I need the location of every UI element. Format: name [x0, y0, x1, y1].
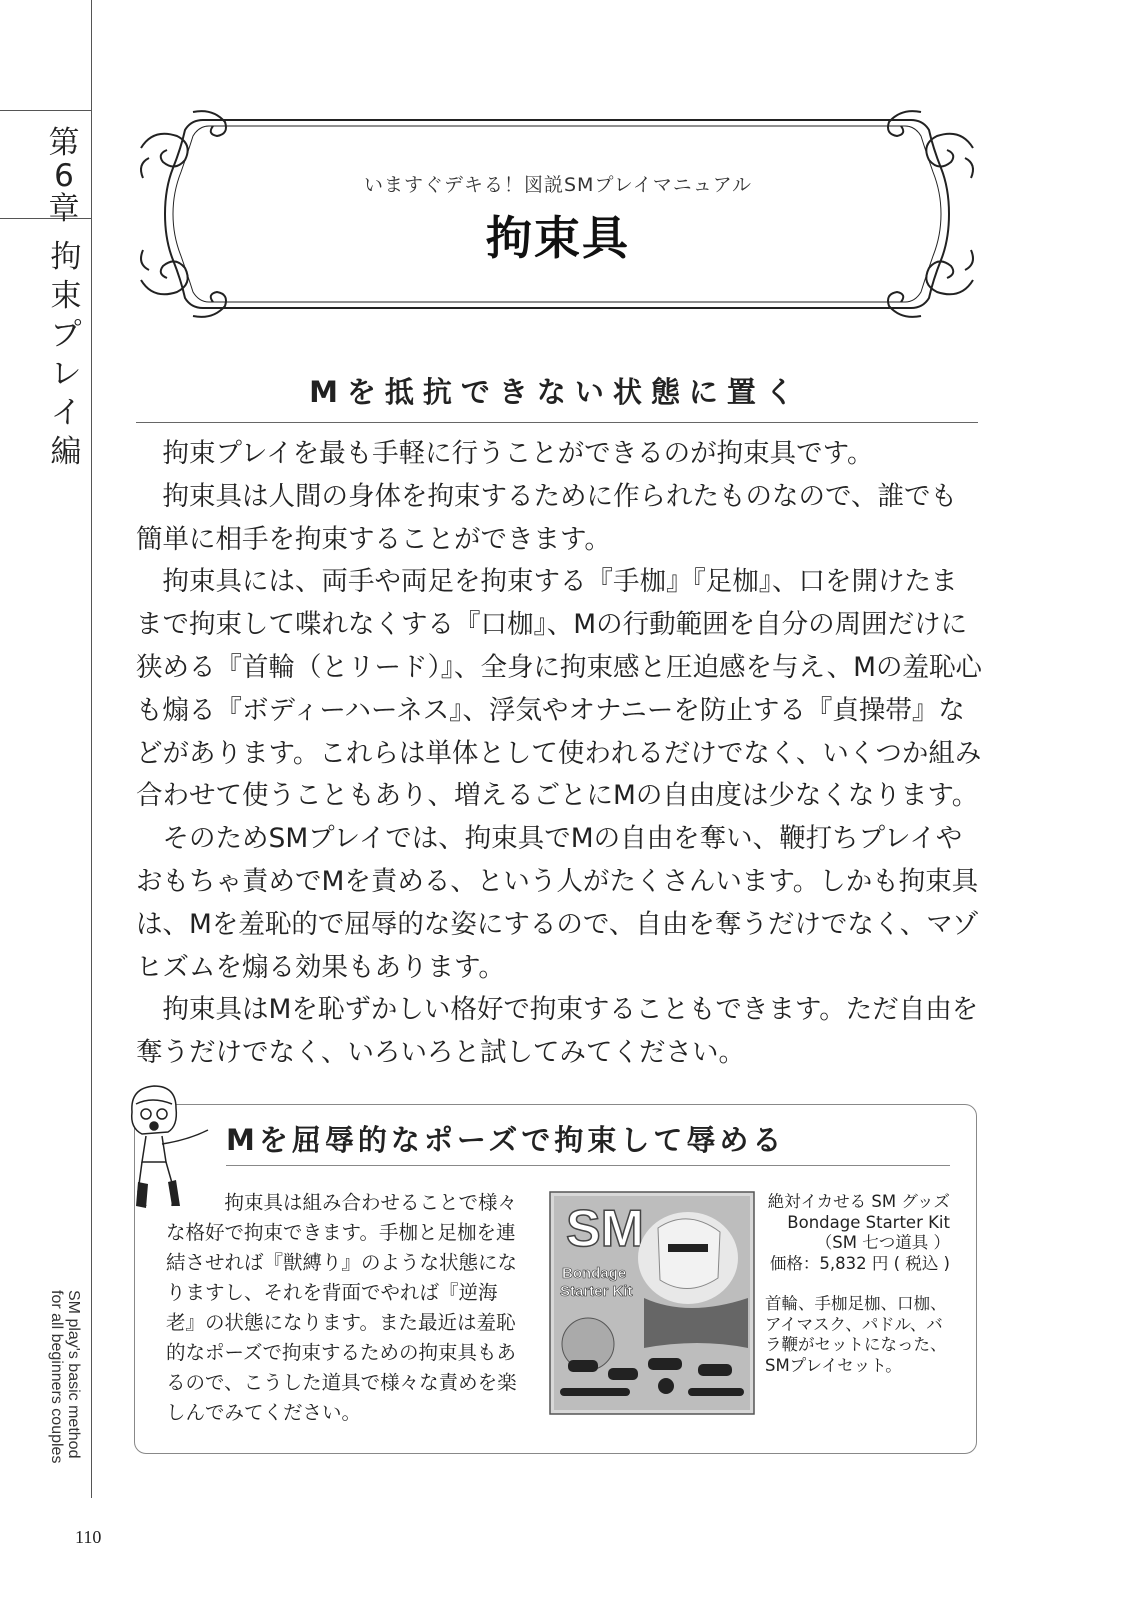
product-description: 首輪、手枷足枷、口枷、アイマスク、パドル、バラ鞭がセットになった、SMプレイセット。 [765, 1294, 947, 1375]
paragraph: 拘束具は人間の身体を拘束するために作られたものなので、誰でも簡単に相手を拘束することができます。 [136, 480, 957, 555]
section-heading: Mを抵抗できない状態に置く [309, 375, 803, 409]
rail-divider-top [0, 110, 91, 111]
package-sub1: Bondage [562, 1265, 627, 1282]
product-line3: （SM 七つ道具 ） [815, 1233, 950, 1252]
heading-underline [136, 422, 978, 423]
tip-box-title: Mを屈辱的なポーズで拘束して辱める [226, 1123, 786, 1157]
body-text [136, 433, 982, 1075]
product-line2: Bondage Starter Kit [787, 1212, 950, 1232]
product-caption [740, 1192, 950, 1274]
tip-box-text: 拘束具は組み合わせることで様々な格好で拘束できます。手枷と足枷を連結させれば『獣縛り』のような状態になりますし、それを背面でやれば『逆海老』の状態になります。また最近は羞恥的なポーズで拘束するための拘束具もあるので、こうした道具で様々な責めを楽しんでみてください。 [166, 1191, 518, 1424]
book-series-subtitle: いますぐデキる！図説SMプレイマニュアル [364, 174, 752, 196]
margin-rail-line [91, 0, 92, 1498]
package-sub2: Starter Kit [560, 1283, 633, 1300]
product-line1: 絶対イカせる SM グッズ [767, 1192, 950, 1211]
paragraph: 拘束具はMを恥ずかしい格好で拘束することもできます。ただ自由を奪うだけでなく、いろいろと試してみてください。 [136, 994, 979, 1069]
package-logo: SM [566, 1200, 644, 1258]
paragraph: 拘束プレイを最も手軽に行うことができるのが拘束具です。 [162, 438, 874, 469]
tip-box-title-rule [226, 1165, 950, 1166]
book-subtitle-english: SM play's basic method for all beginners couples [48, 1290, 82, 1464]
page-number: 110 [75, 1527, 102, 1547]
product-price: 価格：5,832 円 ( 税込 ) [769, 1253, 950, 1273]
section-label-vertical: 拘 束 プ レ イ 編 [50, 239, 82, 470]
product-package-image [548, 1188, 756, 1416]
page-title: 拘束具 [486, 211, 630, 265]
chapter-label: 第6章 [48, 125, 80, 227]
paragraph: そのためSMプレイでは、拘束具でMの自由を奪い、鞭打ちプレイやおもちゃ責めでMを責める、という人がたくさんいます。しかも拘束具は、Mを羞恥的で屈辱的な姿にするので、自由を奪うだけでなく、マゾヒズムを煽る効果もあります。 [136, 823, 979, 983]
paragraph: 拘束具には、両手や両足を拘束する『手枷』『足枷』、口を開けたままで拘束して喋れなくする『口枷』、Mの行動範囲を自分の周囲だけに狭める『首輪（とリード）』、全身に拘束感と圧迫感を与え、Mの羞恥心も煽る『ボディーハーネス』、浮気やオナニーを防止する『貞操帯』などがあります。これらは単体として使われるだけでなく、いくつか組み合わせて使うこともあり、増えるごとにMの自由度は少なくなります。 [136, 566, 982, 812]
